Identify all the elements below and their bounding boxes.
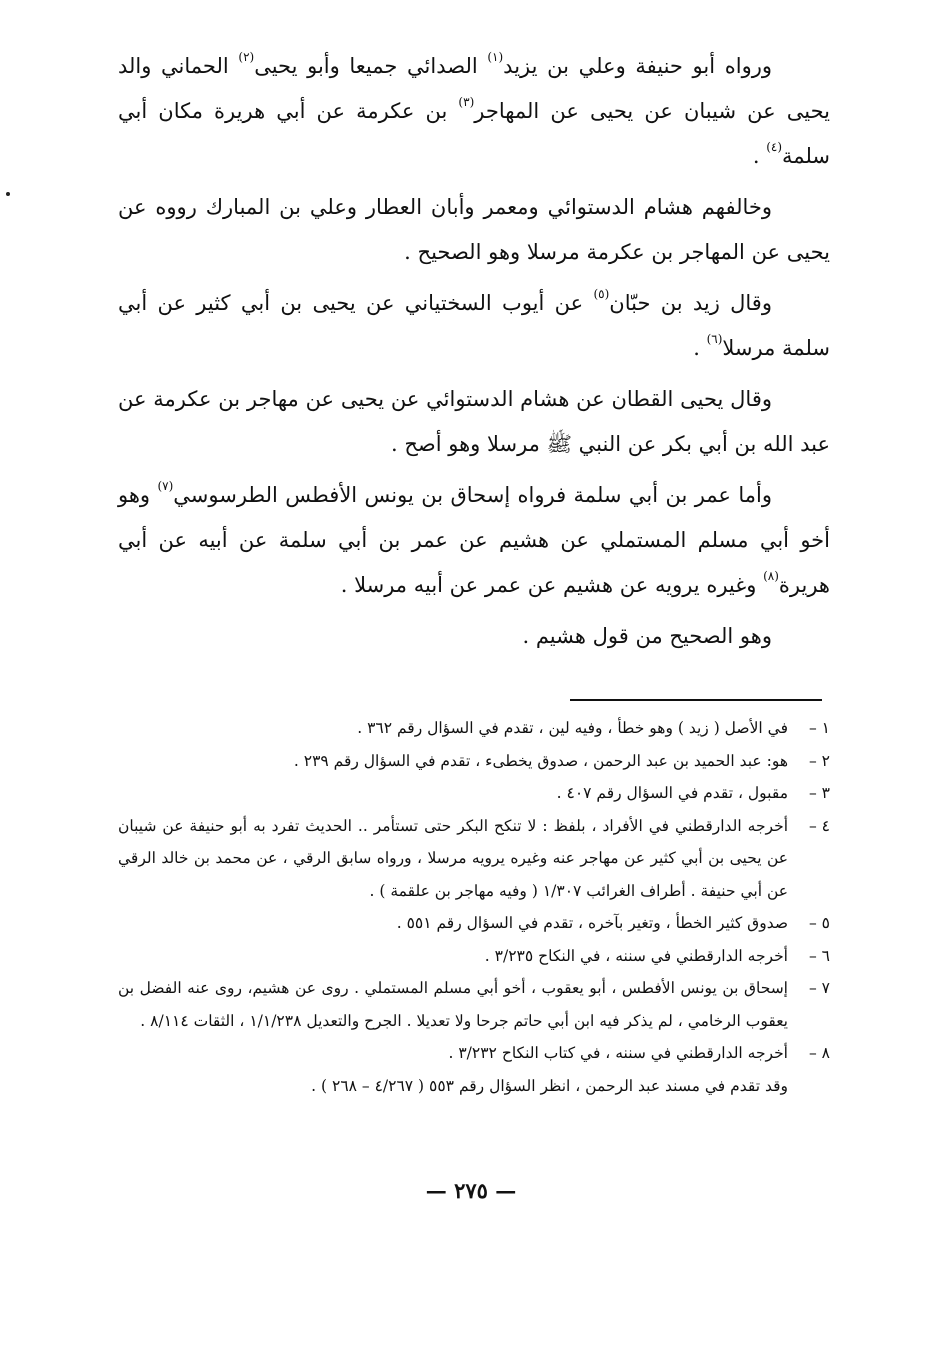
text-run: وغيره يرويه عن هشيم عن عمر عن أبيه مرسلا . bbox=[340, 573, 764, 597]
text-run: بن عكرمة عن أبي هريرة مكان أبي سلمة bbox=[118, 99, 830, 168]
footnote-continuation: وقد تقدم في مسند عبد الرحمن ، انظر السؤال رقم ٥٥٣ ( ٤/٢٦٧ – ٢٦٨ ) . bbox=[311, 1076, 788, 1095]
text-run: وخالفهم هشام الدستوائي ومعمر وأبان العطار وعلي بن المبارك رووه عن يحيى عن المهاجر بن عكرمة مرسلا وهو الصحيح . bbox=[118, 195, 830, 264]
main-text bbox=[118, 44, 830, 665]
scan-speck bbox=[6, 192, 10, 196]
footnote-number: ٥ – bbox=[808, 914, 830, 932]
footnote-number: ٤ – bbox=[808, 816, 830, 835]
text-run: وهو أخو أبي مسلم المستملي عن هشيم عن عمر بن أبي سلمة عن أبيه عن أبي هريرة bbox=[118, 483, 830, 597]
paragraph bbox=[118, 185, 830, 275]
text-run: وقال يحيى القطان عن هشام الدستوائي عن يحيى عن مهاجر بن عكرمة عن عبد الله بن أبي بكر عن النبي ﷺ مرسلا وهو أصح . bbox=[118, 387, 830, 456]
text-run: الحماني والد يحيى عن شيبان عن يحيى عن المهاجر bbox=[118, 54, 831, 123]
footnote-number: ٨ – bbox=[808, 1044, 830, 1062]
text-run: . bbox=[693, 336, 707, 360]
paragraph bbox=[118, 377, 830, 467]
footnote-marker: (٤) bbox=[766, 140, 783, 154]
paragraph-indent bbox=[772, 387, 830, 411]
footnote-marker: (٧) bbox=[157, 479, 174, 493]
footnote-marker: (٢) bbox=[238, 50, 255, 64]
footnote-marker: (١) bbox=[487, 50, 504, 64]
text-run: الصدائي جميعا وأبو يحيى bbox=[254, 54, 488, 78]
footnote-text: صدوق كثير الخطأ ، وتغير بآخره ، تقدم في السؤال رقم ٥٥١ . bbox=[396, 914, 788, 932]
footnote bbox=[118, 1037, 830, 1102]
paragraph-indent bbox=[772, 291, 830, 315]
footnote-text: أخرجه الدارقطني في سننه ، في كتاب النكاح ٣/٢٣٢ . bbox=[448, 1044, 788, 1062]
footnote bbox=[118, 907, 830, 940]
footnote bbox=[118, 745, 830, 778]
text-run: وقال زيد بن حبّان bbox=[609, 291, 772, 315]
footnote-number: ٦ – bbox=[808, 946, 830, 965]
footnote bbox=[118, 712, 830, 745]
paragraph-indent bbox=[772, 54, 830, 78]
footnote-separator bbox=[570, 699, 822, 701]
footnote-text: هو: عبد الحميد بن عبد الرحمن ، صدوق يخطىء ، تقدم في السؤال رقم ٢٣٩ . bbox=[293, 751, 788, 770]
paragraph bbox=[118, 473, 830, 608]
footnote-marker: (٦) bbox=[706, 332, 723, 346]
footnote-number: ١ – bbox=[808, 719, 830, 737]
footnote-text: مقبول ، تقدم في السؤال رقم ٤٠٧ . bbox=[556, 784, 788, 802]
page-number: — ٢٧٥ — bbox=[425, 1178, 517, 1203]
footnote-number: ٢ – bbox=[808, 751, 830, 770]
paragraph-indent bbox=[772, 483, 830, 507]
footnote-marker: (٨) bbox=[763, 569, 779, 583]
text-run: عن أيوب السختياني عن يحيى بن أبي كثير عن أبي سلمة مرسلا bbox=[118, 291, 830, 360]
footnote-number: ٣ – bbox=[808, 784, 830, 802]
footnote-text: أخرجه الدارقطني في الأفراد ، بلفظ : لا تنكح البكر حتى تستأمر .. الحديث تفرد به أبو حنيفة عن شيبان عن يحيى بن أبي كثير عن مهاجر عنه وغيره يرويه مرسلا ، ورواه سابق الرقي ، عن محمد بن خالد الرقي عن أبي حنيفة . أطراف الغرائب ١/٣٠٧ ( وفيه مهاجر بن علقمة ) . bbox=[118, 816, 788, 900]
footnote bbox=[118, 972, 830, 1037]
footnote-text: في الأصل ( زيد ) وهو خطأ ، وفيه لين ، تقدم في السؤال رقم ٣٦٢ . bbox=[357, 719, 788, 737]
footnote-marker: (٥) bbox=[593, 287, 610, 301]
text-run: . bbox=[752, 144, 767, 168]
paragraph-indent bbox=[772, 195, 830, 219]
paragraph bbox=[118, 281, 830, 371]
footnote bbox=[118, 777, 830, 810]
footnote-text: إسحاق بن يونس الأفطس ، أبو يعقوب ، أخو أبي مسلم المستملي . روى عن هشيم، روى عنه الفضل بن يعقوب الرخامي ، لم يذكر فيه ابن أبي حاتم جرحا ولا تعديلا . الجرح والتعديل ١/١/٢٣٨ ، الثقات ٨/١١٤ . bbox=[118, 979, 788, 1030]
footnote-number: ٧ – bbox=[808, 979, 830, 997]
footnote bbox=[118, 940, 830, 973]
footnote bbox=[118, 810, 830, 908]
footnote-marker: (٣) bbox=[458, 95, 475, 109]
paragraph bbox=[118, 44, 830, 179]
closing-paragraph: وهو الصحيح من قول هشيم . bbox=[522, 624, 772, 648]
text-run: ورواه أبو حنيفة وعلي بن يزيد bbox=[503, 54, 772, 78]
footnote-text: أخرجه الدارقطني في سننه ، في النكاح ٣/٢٣٥ . bbox=[484, 946, 788, 965]
footnotes-list bbox=[118, 712, 830, 1102]
text-run: وأما عمر بن أبي سلمة فرواه إسحاق بن يونس الأفطس الطرسوسي bbox=[173, 483, 772, 507]
